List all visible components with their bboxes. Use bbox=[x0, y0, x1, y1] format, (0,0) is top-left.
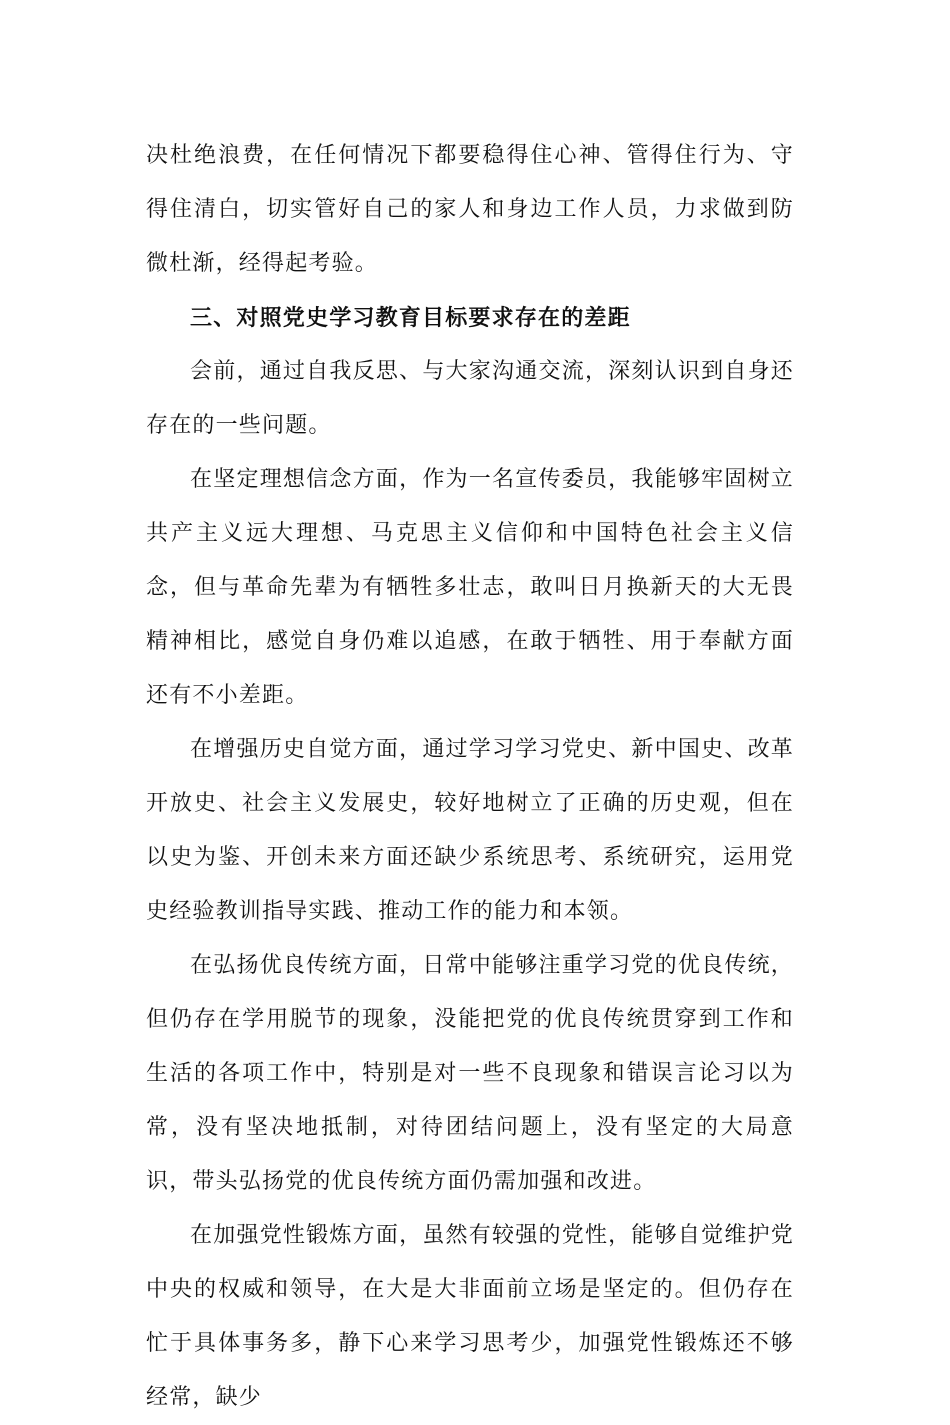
paragraph-traditions: 在弘扬优良传统方面，日常中能够注重学习党的优良传统，但仍存在学用脱节的现象，没能把党的优良传统贯穿到工作和生活的各项工作中，特别是对一些不良现象和错误言论习以为常，没有坚决地抵制，对待团结问题上，没有坚定的大局意识，带头弘扬党的优良传统方面仍需加强和改进。 bbox=[146, 953, 794, 1194]
paragraph-continuation: 决杜绝浪费，在任何情况下都要稳得住心神、管得住行为、守得住清白，切实管好自己的家人和身边工作人员，力求做到防微杜渐，经得起考验。 bbox=[146, 143, 794, 276]
document-body bbox=[146, 129, 794, 1425]
section-heading: 三、对照党史学习教育目标要求存在的差距 bbox=[190, 305, 631, 331]
paragraph-party-spirit: 在加强党性锻炼方面，虽然有较强的党性，能够自觉维护党中央的权威和领导，在大是大非面前立场是坚定的。但仍存在忙于具体事务多，静下心来学习思考少，加强党性锻炼还不够经常，缺少 bbox=[146, 1223, 794, 1410]
paragraph-ideals: 在坚定理想信念方面，作为一名宣传委员，我能够牢固树立共产主义远大理想、马克思主义信仰和中国特色社会主义信念，但与革命先辈为有牺牲多壮志，敢叫日月换新天的大无畏精神相比，感觉自身仍难以追感，在敢于牺牲、用于奉献方面还有不小差距。 bbox=[146, 467, 794, 708]
paragraph-history: 在增强历史自觉方面，通过学习学习党史、新中国史、改革开放史、社会主义发展史，较好地树立了正确的历史观，但在以史为鉴、开创未来方面还缺少系统思考、系统研究，运用党史经验教训指导实践、推动工作的能力和本领。 bbox=[146, 737, 794, 924]
paragraph-intro: 会前，通过自我反思、与大家沟通交流，深刻认识到自身还存在的一些问题。 bbox=[146, 359, 794, 438]
